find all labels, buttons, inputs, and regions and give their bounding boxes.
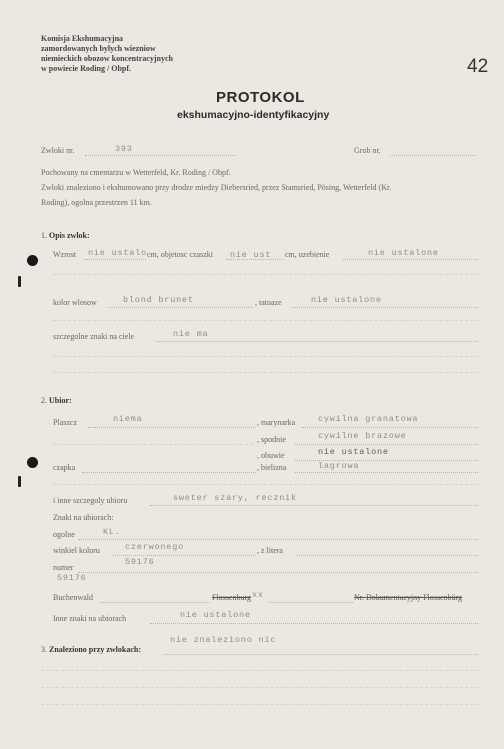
punch-mark-top [18, 276, 21, 287]
ogolne-label: ogolne [53, 530, 75, 539]
tatuaze-label: , tatuaze [255, 298, 282, 307]
punch-hole-top [27, 255, 38, 266]
org-line: w powiecie Roding / Obpf. [41, 64, 132, 73]
znaki-na-ubiorach-label: Znaki na ubiorach: [53, 513, 114, 522]
section-3-heading [41, 645, 141, 654]
winkiel-value: czerwonego [125, 542, 185, 552]
inne-znaki-label: Inne znaki na ubiorach [53, 614, 127, 623]
plaszcz-value: niema [113, 414, 143, 424]
ogolne-value: KL. [103, 527, 121, 537]
cemetery-line: Pochowany na cmentarzu w Wetterfeld, Kr. Roding / Obpf. [41, 168, 231, 177]
page-number: 42 [467, 56, 489, 77]
org-line: zamordowanych bylych wiezniow [41, 44, 156, 53]
inne-szczegoly-label: i inne szczegoly ubioru [53, 496, 128, 505]
numer-value: 59176 [57, 573, 87, 583]
section-1-title: Opis zwlok: [49, 231, 90, 240]
znaki-na-ciele-label: szczegolne znaki na ciele [53, 332, 135, 341]
buchenwald-label: Buchenwald [53, 593, 93, 602]
czaszka-value: nie ust [230, 250, 272, 260]
bielizna-value: lagrowa [318, 461, 360, 471]
cm2-label: cm, uzebienie [285, 250, 330, 259]
zwloki-label: Zwloki nr. [41, 146, 75, 155]
section-2-title: Ubior: [49, 396, 72, 405]
inne-szczegoly-value: sweter szary, recznik [173, 493, 297, 503]
section-1-heading [41, 231, 90, 240]
section-3-number: 3. [41, 645, 47, 654]
litera-label: , z litera [257, 546, 283, 555]
section-3-value: nie znaleziono nic [170, 635, 277, 645]
marynarka-label: , marynarka [257, 418, 296, 427]
znaki-na-ciele-value: nie ma [173, 329, 209, 339]
grob-label: Grob nr. [354, 146, 381, 155]
zwloki-value: 393 [115, 144, 133, 154]
obuwie-value: nie ustalone [318, 447, 389, 457]
bielizna-label: , bielizna [257, 463, 287, 472]
document-subtitle: ekshumacyjno-identyfikacyjny [177, 109, 330, 121]
punch-hole-bottom [27, 457, 38, 468]
wzrost-label: Wzrost [53, 250, 77, 259]
plaszcz-label: Plaszcz [53, 418, 77, 427]
section-2-heading [41, 396, 72, 405]
tatuaze-value: nie ustalone [311, 295, 382, 305]
section-1-number: 1. [41, 231, 47, 240]
numer-value-secondary: 59176 [125, 557, 155, 567]
inne-znaki-value: nie ustalone [180, 610, 251, 620]
numer-label: numer [53, 563, 74, 572]
found-line-1: Zwloki znaleziono i ekshumowano przy drodze miedzy Diebersried, przez Stamsried, Pösing, Wetterfeld (Kr. [41, 183, 392, 192]
org-line: Komisja Ekshumacyjna [41, 34, 124, 43]
flossenburg-overtype: xx [252, 590, 264, 600]
nr-dokumentacyjny-label: Nr. Dokumentacyjny Flossenbürg [354, 593, 463, 602]
kolor-value: blond brunet [123, 295, 194, 305]
found-line-2: Roding), ogolna przestrzen 11 km. [41, 198, 152, 207]
marynarka-value: cywilna granatowa [318, 414, 419, 424]
spodnie-value: cywilne brazowe [318, 431, 407, 441]
kolor-label: kolor wlosow [53, 298, 97, 307]
section-3-title: Znaleziono przy zwlokach: [49, 645, 141, 654]
czapka-label: czapka [53, 463, 76, 472]
cm-label: cm, objetosc czaszki [147, 250, 213, 259]
punch-mark-bottom [18, 476, 21, 487]
flossenburg-label: Flossenburg [212, 593, 251, 602]
section-2-number: 2. [41, 396, 47, 405]
uzebienie-value: nie ustalone [368, 248, 439, 258]
document-title: PROTOKOL [216, 89, 305, 106]
org-line: niemieckich obozow koncentracyjnych [41, 54, 173, 63]
obuwie-label: , obuwie [257, 451, 285, 460]
winkiel-label: winkiel koloru [53, 546, 100, 555]
spodnie-label: , spodnie [257, 435, 286, 444]
wzrost-value: nie ustalo [88, 248, 148, 258]
org-header [41, 34, 173, 74]
